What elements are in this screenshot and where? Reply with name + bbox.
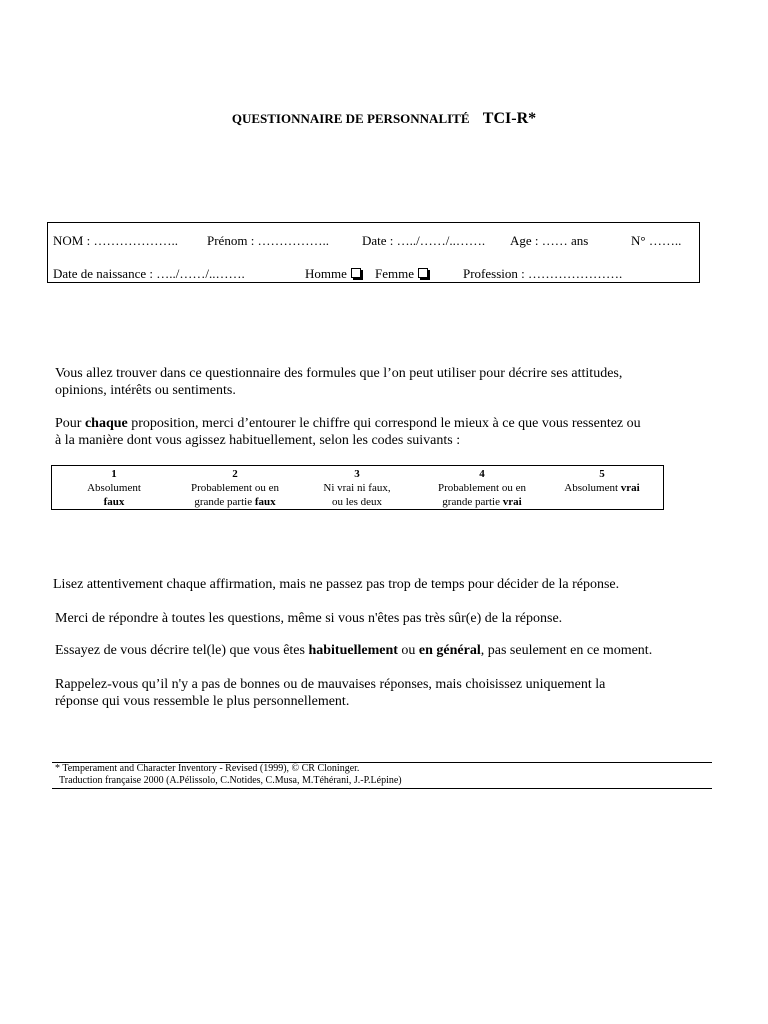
scale-num: 4 <box>479 468 485 480</box>
footnote-bottom-rule <box>52 788 712 789</box>
scale-line1: Probablement ou en <box>438 482 526 494</box>
intro-p2-line-1 <box>55 415 641 432</box>
scale-num: 5 <box>599 468 605 480</box>
scale-num: 2 <box>232 468 238 480</box>
p2-pre: Pour <box>55 416 85 431</box>
scale-bold: faux <box>103 496 125 508</box>
scale-line1: Absolument <box>564 482 621 494</box>
scale-num: 3 <box>354 468 360 480</box>
scale-bold: faux <box>254 496 276 508</box>
scale-code-3 <box>302 467 412 509</box>
femme-option[interactable] <box>375 266 428 282</box>
nom-field[interactable]: NOM : ……………….. <box>53 233 178 248</box>
homme-label: Homme <box>305 266 347 281</box>
scale-line2: ou les deux <box>331 496 383 508</box>
scale-line1: Absolument <box>87 482 141 494</box>
intro-p2-line-2: à la manière dont vous agissez habituellement, selon les codes suivants : <box>55 433 461 448</box>
homme-checkbox[interactable] <box>351 268 361 278</box>
footnote-line-1: * Temperament and Character Inventory - Revised (1999), © CR Cloninger. <box>55 763 360 774</box>
essayez-mid: ou <box>397 643 419 658</box>
essayez-post: , pas seulement en ce moment. <box>480 643 653 658</box>
instruction-lisez: Lisez attentivement chaque affirmation, mais ne passez pas trop de temps pour décider de la réponse. <box>53 577 620 592</box>
instruction-merci: Merci de répondre à toutes les questions, même si vous n'êtes pas très sûr(e) de la réponse. <box>55 611 563 626</box>
title-code: TCI-R* <box>482 110 537 127</box>
essayez-bold-2: en général <box>418 643 481 658</box>
scale-num: 1 <box>111 468 117 480</box>
scale-bold: vrai <box>502 496 522 508</box>
intro-line-1: Vous allez trouver dans ce questionnaire des formules que l’on peut utiliser pour décrire ses attitudes, <box>55 366 623 381</box>
instruction-rappel-2: réponse qui vous ressemble le plus personnellement. <box>55 694 350 709</box>
date-field[interactable]: Date : …../……/..……. <box>362 233 486 248</box>
scale-line2: grande partie <box>194 496 255 508</box>
profession-field[interactable]: Profession : …………………. <box>463 266 623 281</box>
scale-line1: Probablement ou en <box>191 482 279 494</box>
femme-checkbox[interactable] <box>418 268 428 278</box>
scale-bold: vrai <box>620 482 640 494</box>
femme-label: Femme <box>375 266 414 281</box>
birthdate-field[interactable]: Date de naissance : …../……/..……. <box>53 266 245 281</box>
instruction-rappel-1: Rappelez-vous qu’il n'y a pas de bonnes ou de mauvaises réponses, mais choisissez uniquement la <box>55 677 606 692</box>
scale-code-2 <box>170 467 300 509</box>
page-title <box>0 110 768 128</box>
scale-code-5 <box>547 467 657 495</box>
instruction-essayez <box>55 642 652 659</box>
response-scale-table <box>51 465 664 510</box>
scale-line1: Ni vrai ni faux, <box>323 482 391 494</box>
scale-line2: grande partie <box>442 496 503 508</box>
title-main: QUESTIONNAIRE DE PERSONNALITÉ <box>231 111 470 126</box>
homme-option[interactable] <box>305 266 361 282</box>
essayez-bold-1: habituellement <box>308 643 398 658</box>
age-field[interactable]: Age : …… ans <box>510 233 589 248</box>
scale-code-1 <box>64 467 164 509</box>
numero-field[interactable]: N° …….. <box>631 233 682 248</box>
p2-bold: chaque <box>84 416 128 431</box>
prenom-field[interactable]: Prénom : …………….. <box>207 233 330 248</box>
essayez-pre: Essayez de vous décrire tel(le) que vous êtes <box>55 643 309 658</box>
footnote-line-2: Traduction française 2000 (A.Pélissolo, C.Notides, C.Musa, M.Téhérani, J.-P.Lépine) <box>59 775 402 786</box>
p2-post: proposition, merci d’entourer le chiffre qui correspond le mieux à ce que vous ressentez ou <box>127 416 641 431</box>
intro-line-2: opinions, intérêts ou sentiments. <box>55 383 236 398</box>
identity-box <box>47 222 700 283</box>
scale-code-4 <box>417 467 547 509</box>
